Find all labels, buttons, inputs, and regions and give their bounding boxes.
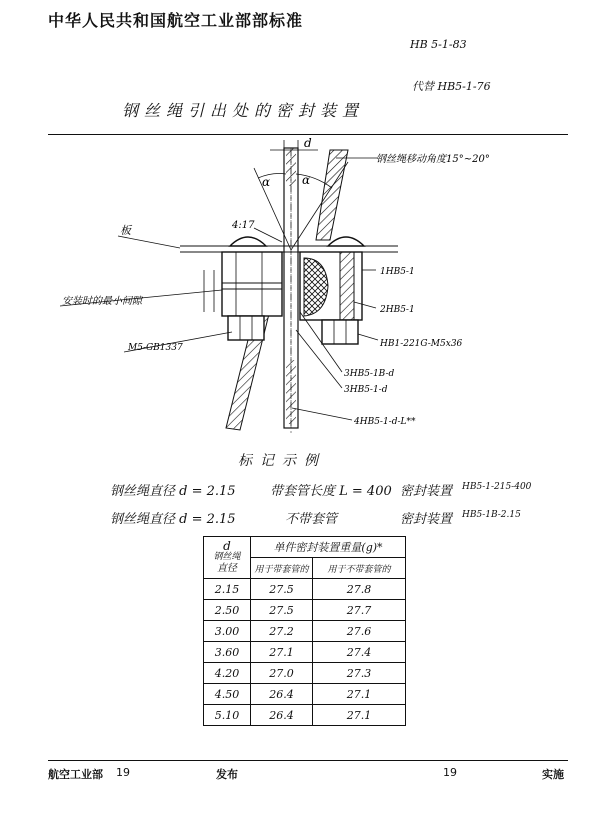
- marking-example-title: 标记示例: [238, 453, 326, 469]
- table-row: 3.00 27.2 27.6: [204, 621, 406, 642]
- col-with-sleeve-header: 用于带套管的: [251, 558, 313, 579]
- screw-head-right: [328, 237, 364, 246]
- example1-name: 密封装置: [400, 484, 453, 499]
- part2-label: 2HB5-1: [380, 305, 415, 315]
- screw-head-left: [230, 237, 266, 246]
- example2-name: 密封装置: [400, 512, 453, 527]
- left-housing: [222, 252, 282, 316]
- inclined-sleeve-right: [316, 150, 348, 240]
- weight-group-header: 单件密封装置重量(g)*: [251, 537, 406, 558]
- example1-code: HB5-1-215-400: [462, 482, 532, 492]
- table-row: 2.50 27.5 27.7: [204, 600, 406, 621]
- right-housing: [300, 252, 362, 320]
- table-row: 4.20 27.0 27.3: [204, 663, 406, 684]
- nut-right: [322, 320, 358, 344]
- nut-left: [228, 316, 264, 340]
- table-row: 3.60 27.1 27.4: [204, 642, 406, 663]
- example2-no-sleeve: 不带套管: [285, 512, 338, 527]
- issuing-authority: 中华人民共和国航空工业部部标准: [48, 11, 304, 30]
- footer-implement: 实施: [542, 768, 564, 781]
- footer-left-number: 19: [116, 766, 130, 779]
- part4-label: 4HB5-1-d-L**: [354, 417, 416, 427]
- footer-publish: 发布: [216, 768, 238, 781]
- table-row: 2.15 27.5 27.8: [204, 579, 406, 600]
- plate-label: 板: [120, 224, 131, 237]
- table-row: 5.10 26.4 27.1: [204, 705, 406, 726]
- min-gap-label: 安装时的最小间隙: [62, 296, 142, 307]
- screw-label: M5-GB1337: [128, 343, 183, 353]
- weight-table: [203, 536, 406, 726]
- table-row: 4.50 26.4 27.1: [204, 684, 406, 705]
- footer-rule: [48, 760, 568, 761]
- example2-diameter: 钢丝绳直径 d = 2.15: [110, 512, 236, 527]
- dim-d-label: d: [304, 136, 312, 150]
- alpha-right-label: α: [302, 173, 311, 187]
- footer-page-number: 19: [443, 766, 457, 779]
- document-title: 钢丝绳引出处的密封装置: [122, 101, 365, 120]
- part3a-label: 3HB5-1B-d: [344, 369, 395, 379]
- example2-code: HB5-1B-2.15: [462, 510, 521, 520]
- radius-label: 4:17: [232, 220, 255, 231]
- standard-number: HB 5-1-83: [410, 38, 467, 51]
- alpha-left-label: α: [262, 175, 271, 189]
- col-d-header: d 钢丝绳 直径: [204, 537, 251, 579]
- example1-sleeve-length: 带套管长度 L = 400: [270, 484, 392, 499]
- part1-label: 1HB5-1: [380, 267, 415, 277]
- move-angle-label: 钢丝绳移动角度15°~20°: [376, 154, 490, 165]
- replaces-standard: 代替 HB5-1-76: [412, 80, 491, 93]
- footer-dept: 航空工业部: [48, 768, 103, 781]
- part3b-label: 3HB5-1-d: [344, 385, 388, 395]
- bolt-label: HB1-221G-M5x36: [380, 339, 463, 349]
- example1-diameter: 钢丝绳直径 d = 2.15: [110, 484, 236, 499]
- col-without-sleeve-header: 用于不带套管的: [313, 558, 406, 579]
